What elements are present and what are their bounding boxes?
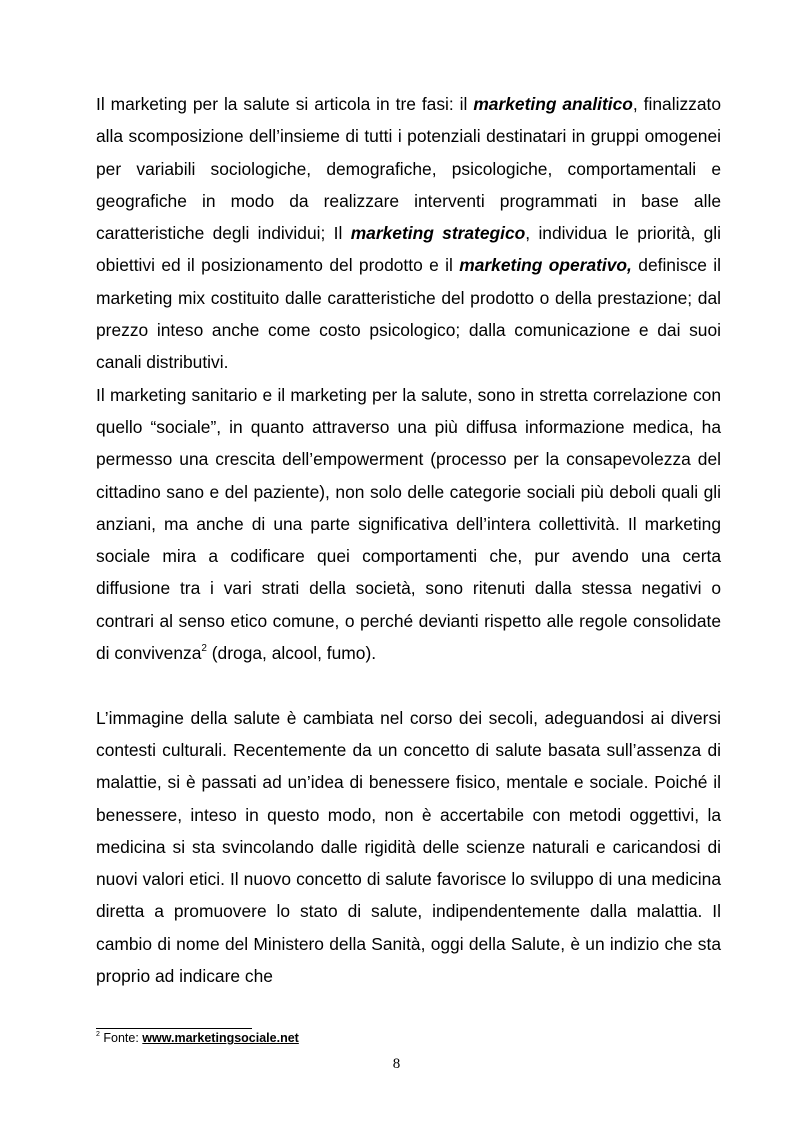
paragraph-text: Il marketing sanitario e il marketing per la salute, sono in stretta correlazione con quello “sociale”, in quanto attraverso una più diffusa informazione medica, ha permesso una crescita dell’empowerment (processo per la consapevolezza del cittadino sano e del paziente), non solo delle categorie sociali più deboli quali gli anziani, ma anche di una parte significativa dell’intera collettività. Il marketing sociale mira a codificare quei comportamenti che, pur avendo una certa diffusione tra i vari strati della società, sono ritenuti dalla stessa negativi o contrari al senso etico comune, o perché devianti rispetto alle regole consolidate di convivenza: [96, 384, 721, 664]
term-marketing-operativo: marketing operativo,: [459, 255, 632, 276]
paragraph-text: , individua le priorità, gli obiettivi ed il posizionamento del prodotto e il: [96, 223, 722, 276]
footnote-link[interactable]: www.marketingsociale.net: [142, 1031, 299, 1045]
document-body: [96, 88, 721, 992]
footnote: [96, 1031, 299, 1045]
paragraph-immagine-salute: L’immagine della salute è cambiata nel corso dei secoli, adeguandosi ai diversi contesti culturali. Recentemente da un concetto di salute basata sull’assenza di malattie, si è passati ad un’idea di benessere fisico, mentale e sociale. Poiché il benessere, inteso in questo modo, non è accertabile con metodi oggettivi, la medicina si sta svincolando dalle rigidità delle scienze naturali e caricandosi di nuovi valori etici. Il nuovo concetto di salute favorisce lo sviluppo di una medicina diretta a promuovere lo stato di salute, indipendentemente dalla malattia. Il cambio di nome del Ministero della Sanità, oggi della Salute, è un indizio che sta proprio ad indicare che: [96, 707, 721, 987]
paragraph-marketing-sociale: [96, 379, 721, 670]
paragraph-spacer: [96, 669, 721, 701]
page-number: 8: [392, 1056, 401, 1072]
footnote-label: Fonte:: [99, 1031, 143, 1045]
term-marketing-strategico: marketing strategico: [350, 223, 526, 244]
paragraph-text: Il marketing per la salute si articola in tre fasi: il: [96, 94, 474, 114]
paragraph-text: , finalizzato alla scomposizione dell’insieme di tutti i potenziali destinatari in gruppi omogenei per variabili sociologiche, demografiche, psicologiche, comportamentali e geografiche in modo da realizzare interventi programmati in base alle caratteristiche degli individui; Il: [96, 94, 722, 244]
paragraph-text: (droga, alcool, fumo).: [206, 643, 377, 664]
footnote-number: 2: [96, 1030, 100, 1038]
paragraph-text: definisce il marketing mix costituito dalle caratteristiche del prodotto o della prestazione; dal prezzo inteso anche come costo psicologico; dalla comunicazione e dai suoi canali distributivi.: [96, 255, 722, 373]
footnote-separator: [96, 1028, 252, 1029]
footnote-reference[interactable]: 2: [201, 643, 207, 655]
paragraph-marketing-phases: [96, 88, 721, 379]
term-marketing-analitico: marketing analitico: [473, 94, 633, 114]
